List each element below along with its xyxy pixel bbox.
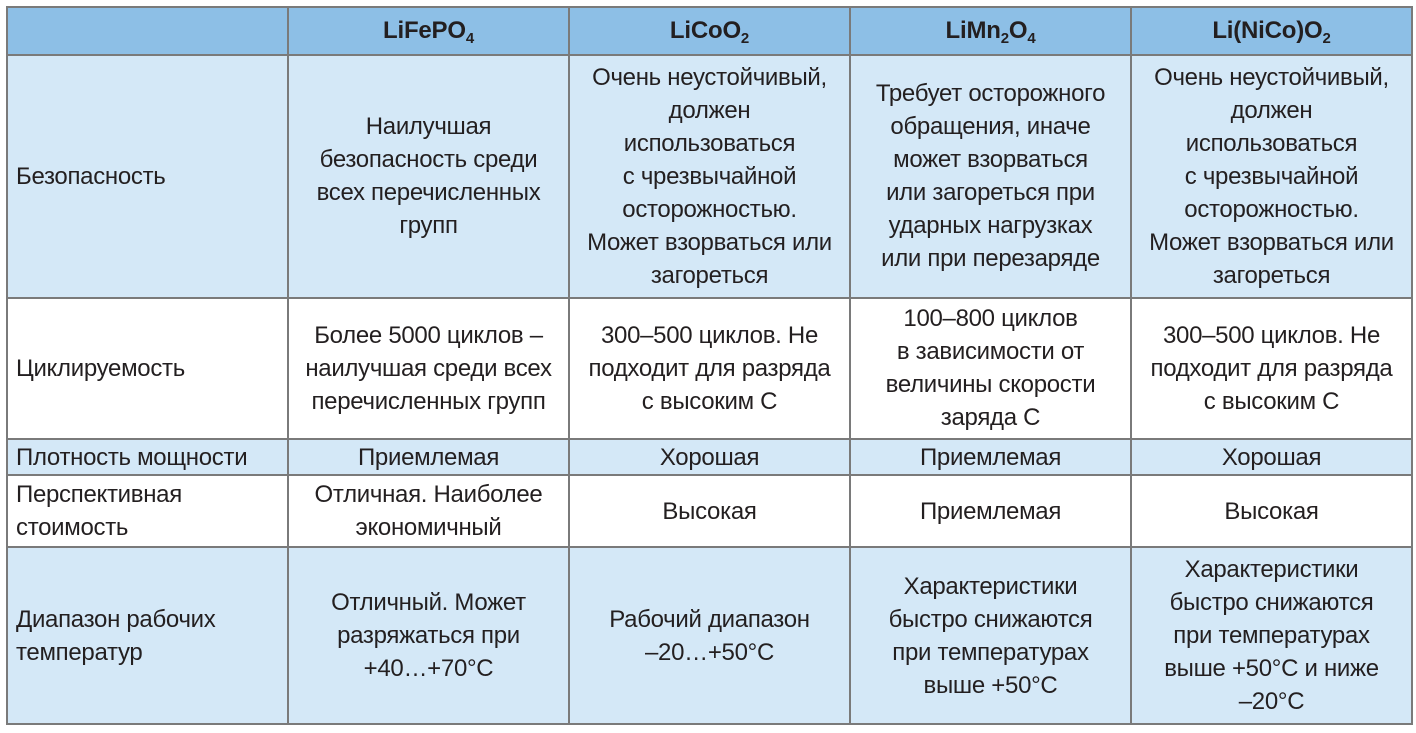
table-row-cycle-life [7,298,1412,439]
cell-safety-linico-o2: Очень неустойчивый, должен использоваться с чрезвычайной осторожностью. Может взорваться или загореться [1131,55,1412,298]
cell-temperature-lifepo4: Отличный. Может разряжаться при +40…+70°C [288,547,569,724]
cell-safety-licoo2: Очень неустойчивый, должен использоваться с чрезвычайной осторожностью. Может взорваться или загореться [569,55,850,298]
cell-temperature-licoo2: Рабочий диапазон –20…+50°C [569,547,850,724]
header-limn2o4: $LiMn_2O_4$ [850,7,1131,55]
row-label-power-density: Плотность мощности [7,439,288,475]
cell-cycle-life-limn2o4: 100–800 циклов в зависимости от величины скорости заряда C [850,298,1131,439]
table-row-prospective-cost [7,475,1412,547]
table-row-safety [7,55,1412,298]
cell-power-density-limn2o4: Приемлемая [850,439,1131,475]
cell-safety-limn2o4: Требует осторожного обращения, иначе может взорваться или загореться при ударных нагрузках или при перезаряде [850,55,1131,298]
row-label-operating-temperature: Диапазон рабочих температур [7,547,288,724]
row-label-cycle-life: Циклируемость [7,298,288,439]
cell-safety-lifepo4: Наилучшая безопасность среди всех перечисленных групп [288,55,569,298]
table-row-power-density [7,439,1412,475]
header-licoo2: LiCoO$_2$ [569,7,850,55]
cell-cost-licoo2: Высокая [569,475,850,547]
cell-power-density-lifepo4: Приемлемая [288,439,569,475]
header-lifepo4: LiFePO$_4$ [288,7,569,55]
cell-cost-lifepo4: Отличная. Наиболее экономичный [288,475,569,547]
cell-cycle-life-licoo2: 300–500 циклов. Не подходит для разряда с высоким C [569,298,850,439]
cell-cycle-life-lifepo4: Более 5000 циклов – наилучшая среди всех перечисленных групп [288,298,569,439]
header-linico-o2: $Li(NiCo)O_2$ [1131,7,1412,55]
cell-cycle-life-linico-o2: 300–500 циклов. Не подходит для разряда с высоким C [1131,298,1412,439]
cell-temperature-linico-o2: Характеристики быстро снижаются при температурах выше +50°C и ниже –20°C [1131,547,1412,724]
table-row-operating-temperature [7,547,1412,724]
header-corner-cell [7,7,288,55]
cell-temperature-limn2o4: Характеристики быстро снижаются при температурах выше +50°C [850,547,1131,724]
table-header-row [7,7,1412,55]
cell-power-density-licoo2: Хорошая [569,439,850,475]
row-label-prospective-cost: Перспективная стоимость [7,475,288,547]
comparison-table-container [6,6,1411,725]
row-label-safety: Безопасность [7,55,288,298]
battery-chemistry-comparison-table [6,6,1413,725]
cell-power-density-linico-o2: Хорошая [1131,439,1412,475]
cell-cost-linico-o2: Высокая [1131,475,1412,547]
cell-cost-limn2o4: Приемлемая [850,475,1131,547]
